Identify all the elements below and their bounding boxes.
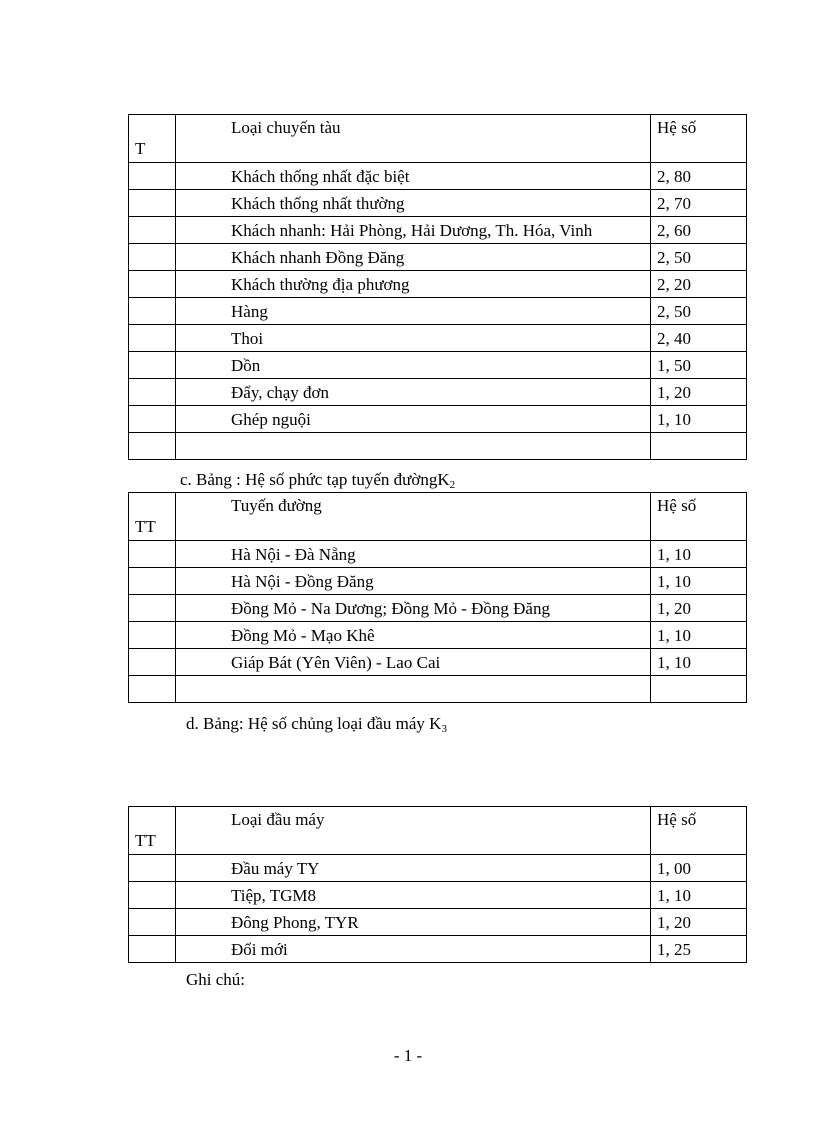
cell-coef: 2, 80 — [651, 163, 747, 190]
table-row — [129, 352, 747, 379]
cell-tt — [129, 676, 176, 703]
cell-tt — [129, 568, 176, 595]
table-row — [129, 882, 747, 909]
cell-tt — [129, 595, 176, 622]
cell-tt — [129, 352, 176, 379]
table-row — [129, 190, 747, 217]
table-row — [129, 217, 747, 244]
cell-coef: 1, 10 — [651, 882, 747, 909]
cell-coef: 2, 40 — [651, 325, 747, 352]
cell-coef: 1, 50 — [651, 352, 747, 379]
cell-tt — [129, 649, 176, 676]
cell-name: Ghép nguội — [176, 406, 651, 433]
caption-locomotive-type — [186, 714, 447, 735]
cell-coef: 2, 50 — [651, 244, 747, 271]
cell-tt — [129, 541, 176, 568]
cell-tt — [129, 882, 176, 909]
col-header-tt: T — [129, 115, 176, 163]
caption-text: d. Bảng: Hệ số chủng loại đầu máy — [186, 714, 430, 733]
cell-name: Giáp Bát (Yên Viên) - Lao Cai — [176, 649, 651, 676]
table-row — [129, 595, 747, 622]
cell-coef: 2, 60 — [651, 217, 747, 244]
cell-name: Khách thường địa phương — [176, 271, 651, 298]
col-header-coef: Hệ số — [651, 807, 747, 855]
cell-name — [176, 676, 651, 703]
cell-coef — [651, 433, 747, 460]
cell-name: Hà Nội - Đà Nẵng — [176, 541, 651, 568]
col-header-name: Loại đầu máy — [176, 807, 651, 855]
cell-tt — [129, 855, 176, 882]
cell-name: Khách nhanh Đồng Đăng — [176, 244, 651, 271]
cell-name: Khách nhanh: Hải Phòng, Hải Dương, Th. Hóa, Vinh — [176, 217, 651, 244]
col-header-tt: TT — [129, 807, 176, 855]
cell-name: Đồng Mỏ - Mạo Khê — [176, 622, 651, 649]
table-row — [129, 541, 747, 568]
cell-coef: 2, 20 — [651, 271, 747, 298]
cell-tt — [129, 622, 176, 649]
table-row — [129, 406, 747, 433]
cell-coef: 1, 20 — [651, 909, 747, 936]
caption-subscript: 2 — [449, 479, 456, 491]
col-header-coef: Hệ số — [651, 493, 747, 541]
table-row — [129, 163, 747, 190]
table-header-row — [129, 115, 747, 163]
cell-coef — [651, 676, 747, 703]
col-header-name: Tuyến đường — [176, 493, 651, 541]
cell-name: Khách thống nhất đặc biệt — [176, 163, 651, 190]
cell-tt — [129, 244, 176, 271]
cell-coef: 2, 70 — [651, 190, 747, 217]
cell-name: Đẩy, chạy đơn — [176, 379, 651, 406]
table-header-row — [129, 807, 747, 855]
cell-coef: 1, 10 — [651, 406, 747, 433]
cell-tt — [129, 190, 176, 217]
cell-name: Hà Nội - Đồng Đăng — [176, 568, 651, 595]
table-row — [129, 298, 747, 325]
note-label: Ghi chú: — [186, 970, 246, 989]
table-row — [129, 909, 747, 936]
cell-name: Tiệp, TGM8 — [176, 882, 651, 909]
cell-coef: 1, 20 — [651, 379, 747, 406]
cell-name: Đổi mới — [176, 936, 651, 963]
cell-tt — [129, 909, 176, 936]
locomotive-coefficient-table — [128, 806, 747, 963]
cell-name: Đầu máy TY — [176, 855, 651, 882]
cell-tt — [129, 325, 176, 352]
cell-name: Đồng Mỏ - Na Dương; Đồng Mỏ - Đồng Đăng — [176, 595, 651, 622]
cell-coef: 1, 20 — [651, 595, 747, 622]
table-row — [129, 568, 747, 595]
cell-tt — [129, 298, 176, 325]
table-row — [129, 379, 747, 406]
cell-coef: 1, 10 — [651, 622, 747, 649]
cell-name: Dồn — [176, 352, 651, 379]
cell-coef: 2, 50 — [651, 298, 747, 325]
table-row — [129, 936, 747, 963]
cell-coef: 1, 25 — [651, 936, 747, 963]
col-header-tt: TT — [129, 493, 176, 541]
cell-coef: 1, 10 — [651, 649, 747, 676]
route-coefficient-table — [128, 492, 747, 703]
caption-symbol: K — [429, 714, 442, 733]
table-row — [129, 622, 747, 649]
col-header-coef: Hệ số — [651, 115, 747, 163]
cell-coef: 1, 10 — [651, 541, 747, 568]
cell-tt — [129, 433, 176, 460]
col-header-name: Loại chuyến tàu — [176, 115, 651, 163]
cell-tt — [129, 936, 176, 963]
cell-tt — [129, 379, 176, 406]
cell-tt — [129, 217, 176, 244]
page-number: - 1 - — [393, 1046, 423, 1065]
caption-route-complexity — [180, 470, 455, 491]
cell-name: Khách thống nhất thường — [176, 190, 651, 217]
caption-subscript: 3 — [441, 723, 447, 735]
table-header-row — [129, 493, 747, 541]
table-row — [129, 271, 747, 298]
cell-name: Thoi — [176, 325, 651, 352]
caption-symbol: K — [437, 470, 450, 489]
cell-name: Đông Phong, TYR — [176, 909, 651, 936]
cell-coef: 1, 10 — [651, 568, 747, 595]
cell-tt — [129, 406, 176, 433]
caption-text: c. Bảng : Hệ số phức tạp tuyến đường — [180, 470, 438, 489]
cell-coef: 1, 00 — [651, 855, 747, 882]
table-row — [129, 649, 747, 676]
table-row — [129, 244, 747, 271]
cell-name — [176, 433, 651, 460]
table-row — [129, 433, 747, 460]
cell-tt — [129, 271, 176, 298]
cell-tt — [129, 163, 176, 190]
table-row — [129, 676, 747, 703]
table-row — [129, 325, 747, 352]
table-row — [129, 855, 747, 882]
train-type-coefficient-table — [128, 114, 747, 460]
cell-name: Hàng — [176, 298, 651, 325]
